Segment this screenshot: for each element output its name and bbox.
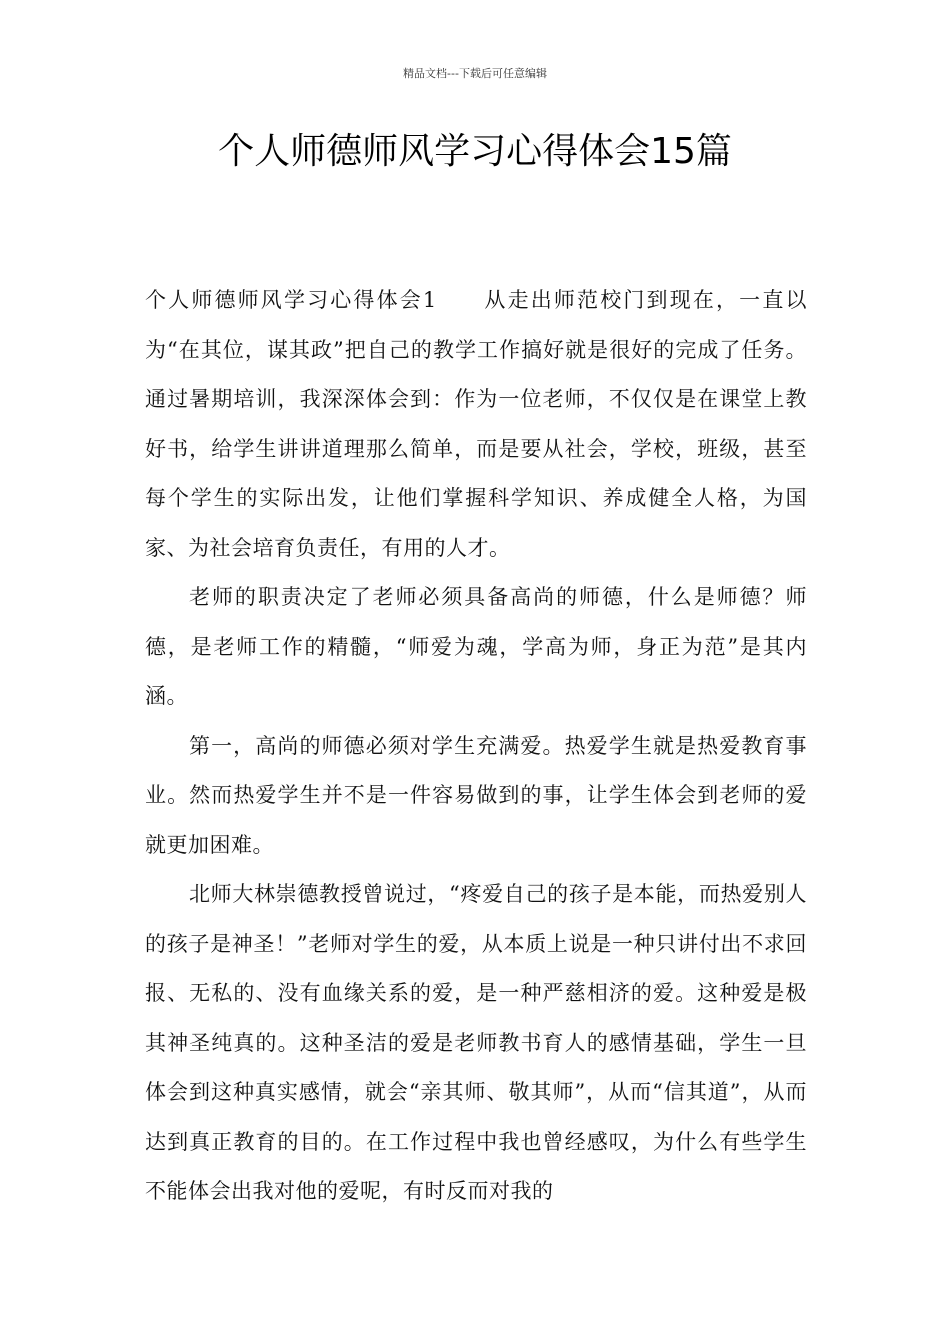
paragraph-1 bbox=[145, 276, 807, 573]
paragraph-1-lead: 个人师德师风学习心得体会1 bbox=[145, 288, 437, 312]
document-title: 个人师德师风学习心得体会15篇 bbox=[218, 131, 732, 172]
paragraph-2: 老师的职责决定了老师必须具备高尚的师德，什么是师德？师德，是老师工作的精髓，“师爱为魂，学高为师，身正为范”是其内涵。 bbox=[145, 585, 807, 708]
header-note: 精品文档---下载后可任意编辑 bbox=[403, 67, 547, 80]
paragraph-3: 第一，高尚的师德必须对学生充满爱。热爱学生就是热爱教育事业。然而热爱学生并不是一件容易做到的事，让学生体会到老师的爱就更加困难。 bbox=[145, 733, 807, 857]
paragraph-4: 北师大林崇德教授曾说过，“疼爱自己的孩子是本能，而热爱别人的孩子是神圣！”老师对学生的爱，从本质上说是一种只讲付出不求回报、无私的、没有血缘关系的爱，是一种严慈相济的爱。这种爱是极其神圣纯真的。这种圣洁的爱是老师教书育人的感情基础，学生一旦体会到这种真实感情，就会“亲其师、敬其师”，从而“信其道”，从而达到真正教育的目的。在工作过程中我也曾经感叹，为什么有些学生不能体会出我对他的爱呢，有时反而对我的 bbox=[145, 882, 807, 1203]
document-body bbox=[145, 276, 807, 1217]
paragraph-1-text: 从走出师范校门到现在，一直以为“在其位，谋其政”把自己的教学工作搞好就是很好的完成了任务。通过暑期培训，我深深体会到：作为一位老师，不仅仅是在课堂上教好书，给学生讲讲道理那么简单，而是要从社会，学校，班级，甚至每个学生的实际出发，让他们掌握科学知识、养成健全人格，为国家、为社会培育负责任，有用的人才。 bbox=[145, 288, 807, 560]
